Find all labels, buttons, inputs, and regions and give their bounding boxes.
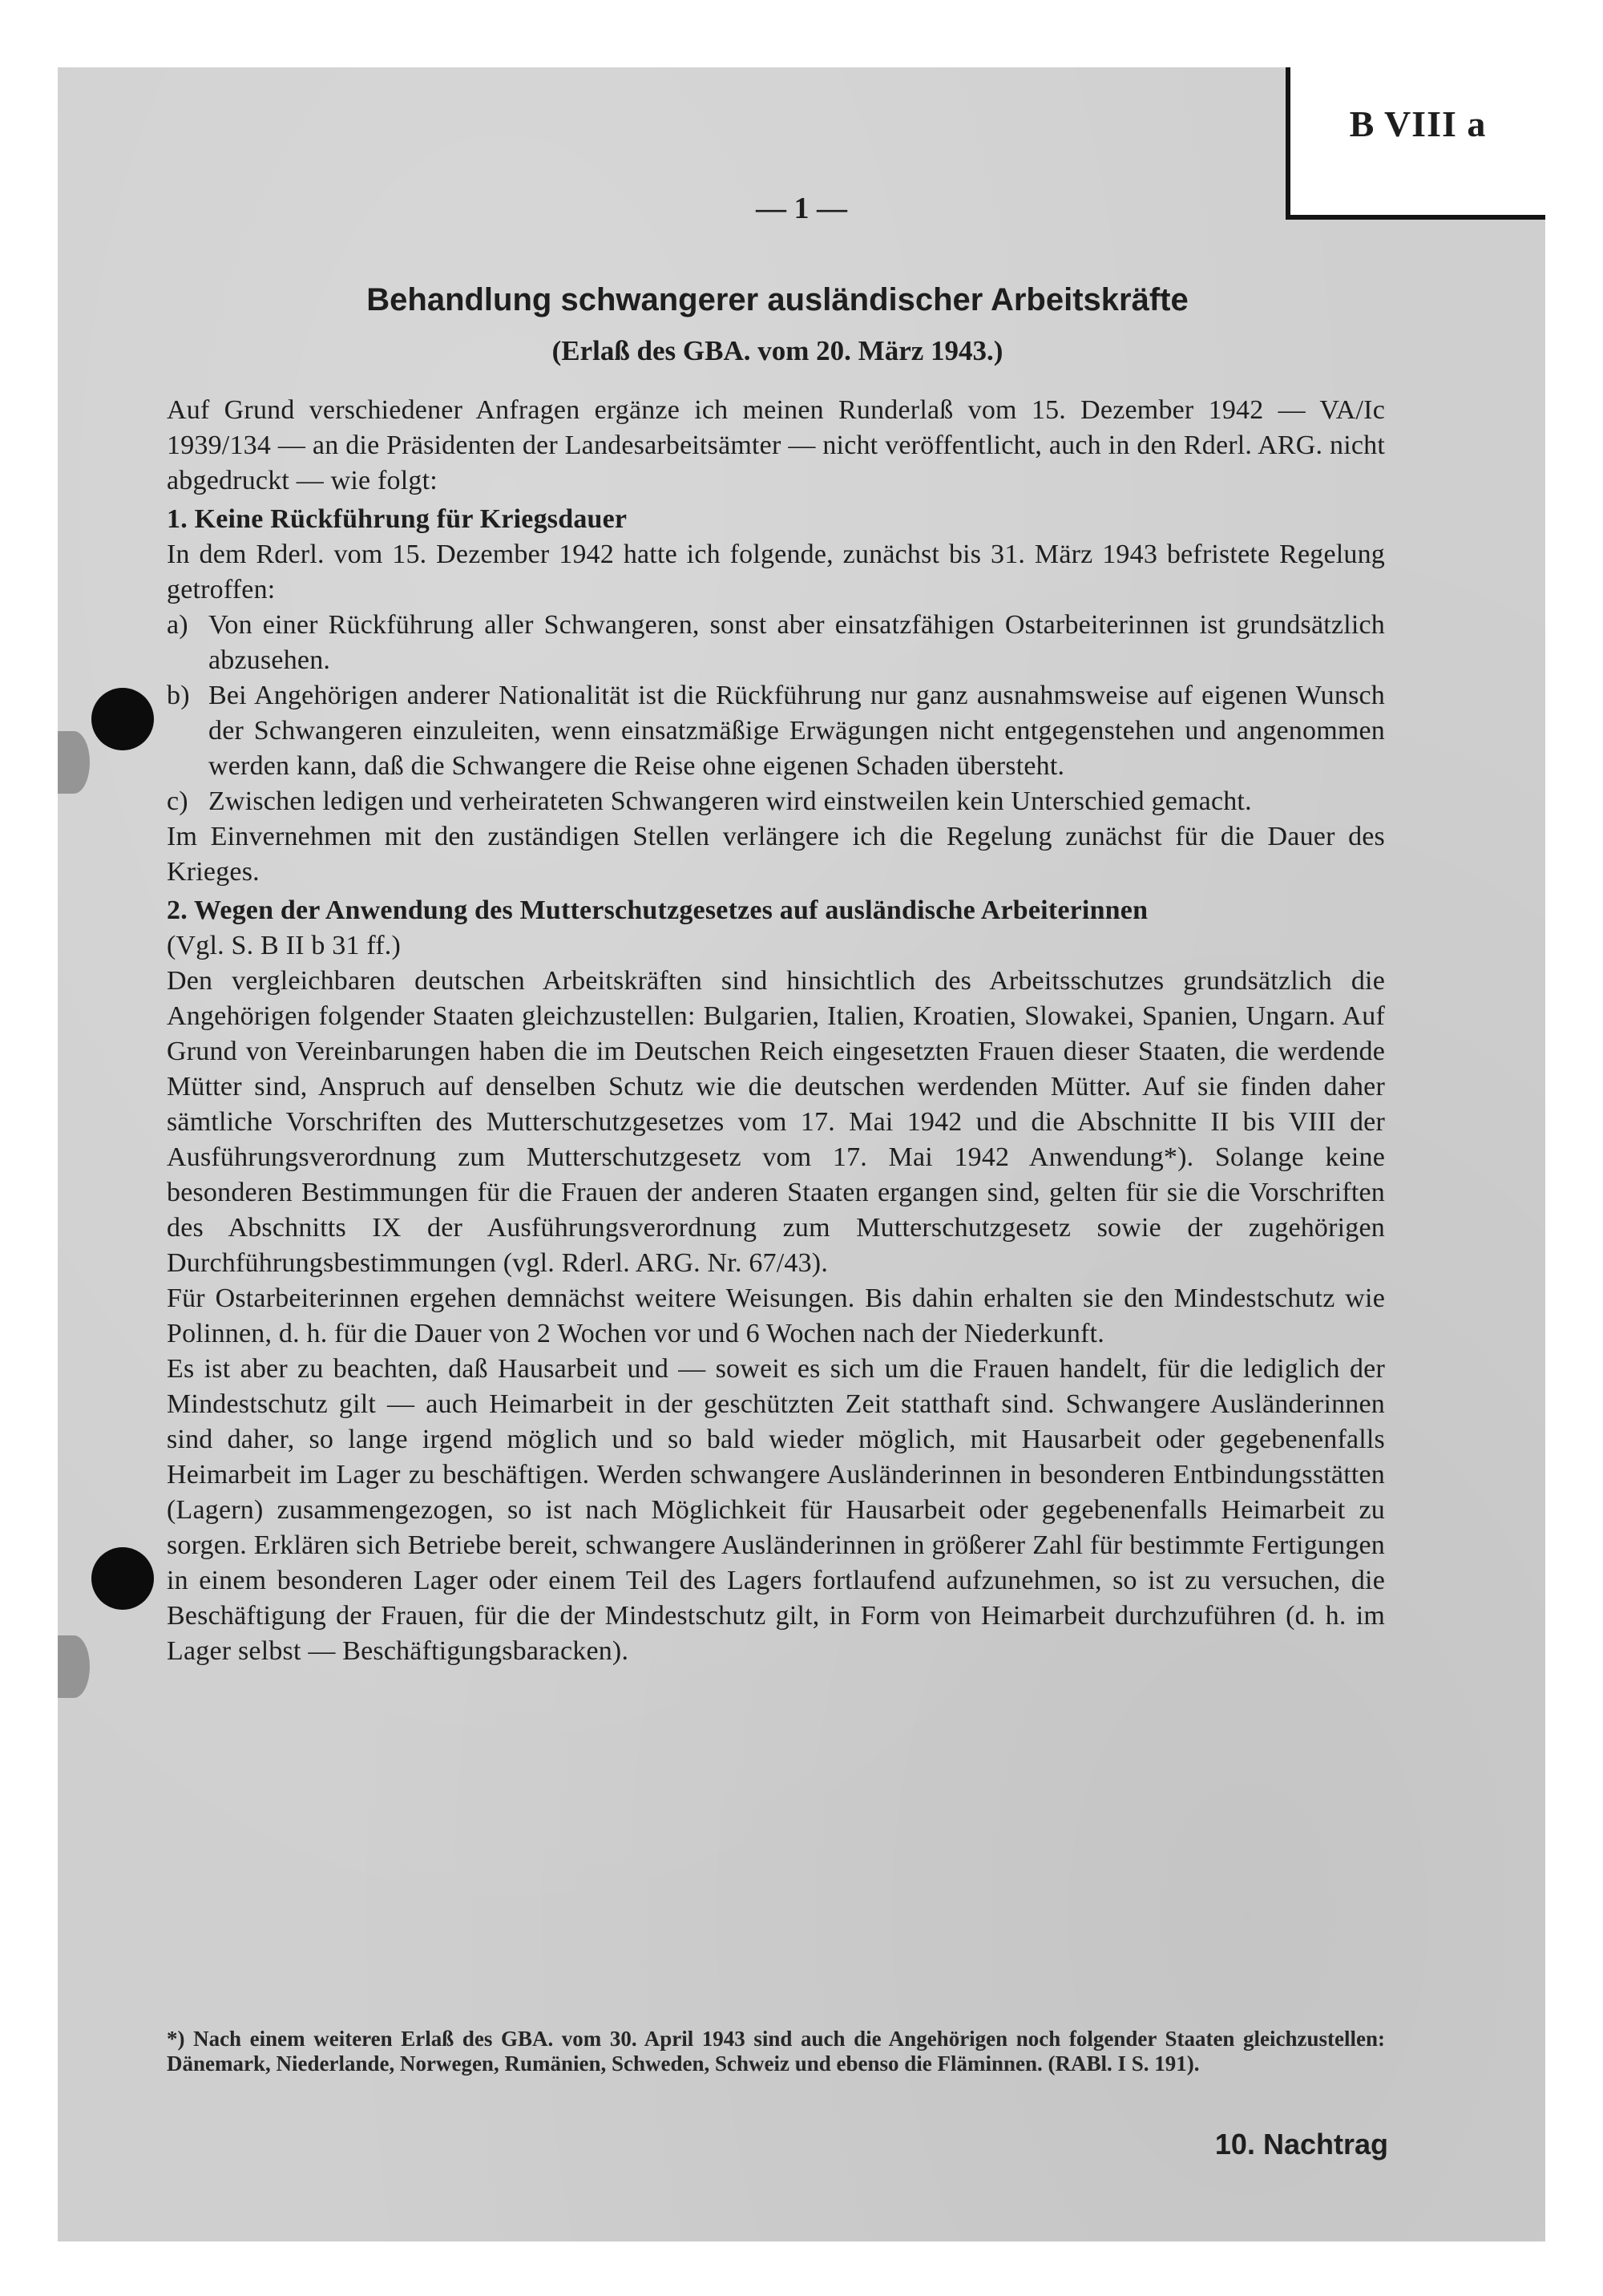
list-item-text: Zwischen ledigen und verheirateten Schwangeren wird einstweilen kein Unterschied gemacht. — [208, 786, 1252, 816]
punch-hole-top — [91, 688, 154, 750]
punch-hole-bottom — [91, 1547, 154, 1610]
section-2-heading: 2. Wegen der Anwendung des Mutterschutzgesetzes auf ausländische Arbeiterinnen — [167, 895, 1149, 925]
list-item-b — [167, 678, 1385, 784]
section-1-heading: 1. Keine Rückführung für Kriegsdauer — [167, 504, 628, 534]
section-2-paragraph-3: Es ist aber zu beachten, daß Hausarbeit und — soweit es sich um die Frauen handelt, für die lediglich der Mindestschutz gilt — auch Heimarbeit in der geschützten Zeit statthaft sind. Schwangere Ausländerinnen sind daher, so lange irgend möglich und so bald wieder möglich, mit Hausarbeit oder gegebenenfalls Heimarbeit im Lager zu beschäftigen. Werden schwangere Ausländerinnen in besonderen Entbindungsstätten (Lagern) zusammengezogen, so ist nach Möglichkeit für Hausarbeit oder gegebenenfalls Heimarbeit zu sorgen. Erklären sich Betriebe bereit, schwangere Ausländerinnen in größerer Zahl für bestimmte Fertigungen in einem besonderen Lager oder einem Teil des Lagers fortlaufend aufzunehmen, so ist zu versuchen, die Beschäftigung der Frauen, für die der Mindestschutz gilt, in Form von Heimarbeit durchzuführen (d. h. im Lager selbst — Beschäftigungsbaracken). — [167, 1354, 1385, 1666]
section-2-paragraph-2: Für Ostarbeiterinnen ergehen demnächst weitere Weisungen. Bis dahin erhalten sie den Mindestschutz wie Polinnen, d. h. für die Dauer von 2 Wochen vor und 6 Wochen nach der Niederkunft. — [167, 1283, 1385, 1348]
list-item-text: Von einer Rückführung aller Schwangeren, sonst aber einsatzfähigen Ostarbeiterinnen ist grundsätzlich abzusehen. — [208, 610, 1385, 675]
document-subtitle: (Erlaß des GBA. vom 20. März 1943.) — [551, 335, 1003, 366]
section-tab-label: B VIII a — [1349, 103, 1487, 144]
list-item-label: b) — [167, 681, 190, 710]
list-item-label: a) — [167, 610, 188, 640]
supplement-label: 10. Nachtrag — [1214, 2128, 1388, 2161]
section-2-reference: (Vgl. S. B II b 31 ff.) — [167, 931, 402, 960]
intro-paragraph: Auf Grund verschiedener Anfragen ergänze ich meinen Runderlaß vom 15. Dezember 1942 — VA/Ic 1939/134 — an die Präsidenten der Landesarbeitsämter — nicht veröffentlicht, auch in den Rderl. ARG. nicht abgedruckt — wie folgt: — [167, 395, 1385, 495]
section-1-intro: In dem Rderl. vom 15. Dezember 1942 hatte ich folgende, zunächst bis 31. März 1943 befristete Regelung getroffen: — [167, 540, 1385, 604]
list-item-c — [167, 784, 1385, 819]
edge-tear-bottom — [58, 1635, 90, 1698]
list-item-label: c) — [167, 786, 188, 816]
footnote: *) Nach einem weiteren Erlaß des GBA. vom 30. April 1943 sind auch die Angehörigen noch folgender Staaten gleichzustellen: Dänemark, Niederlande, Norwegen, Rumänien, Schweden, Schweiz und ebenso die Fläminnen. (RABl. I S. 191). — [167, 2027, 1385, 2076]
section-2-paragraph-1: Den vergleichbaren deutschen Arbeitskräften sind hinsichtlich des Arbeitsschutzes grundsätzlich die Angehörigen folgender Staaten gleichzustellen: Bulgarien, Italien, Kroatien, Slowakei, Spanien, Ungarn. Auf Grund von Vereinbarungen haben die im Deutschen Reich eingesetzten Frauen dieser Staaten, die werdende Mütter sind, Anspruch auf denselben Schutz wie die deutschen werdenden Mütter. Auf sie finden daher sämtliche Vorschriften des Mutterschutzgesetzes vom 17. Mai 1942 und die Abschnitte II bis VIII der Ausführungsverordnung zum Mutterschutzgesetz vom 17. Mai 1942 Anwendung*). Solange keine besonderen Bestimmungen für die Frauen der anderen Staaten ergangen sind, gelten für sie die Vorschriften des Abschnitts IX der Ausführungsverordnung zum Mutterschutzgesetz sowie der zugehörigen Durchführungsbestimmungen (vgl. Rderl. ARG. Nr. 67/43). — [167, 966, 1385, 1278]
document-title: Behandlung schwangerer ausländischer Arbeitskräfte — [366, 282, 1189, 317]
list-item-text: Bei Angehörigen anderer Nationalität ist die Rückführung nur ganz ausnahmsweise auf eigenen Wunsch der Schwangeren einzuleiten, wenn einsatzmäßige Erwägungen nicht entgegenstehen und angenommen werden kann, daß die Schwangere die Reise ohne eigenen Schaden übersteht. — [208, 681, 1385, 781]
page-number: — 1 — — [756, 192, 847, 225]
edge-tear-top — [58, 731, 90, 794]
list-item-a — [167, 608, 1385, 678]
document-body — [167, 393, 1385, 1669]
section-1-closing: Im Einvernehmen mit den zuständigen Stellen verlängere ich die Regelung zunächst für die Dauer des Krieges. — [167, 822, 1385, 887]
